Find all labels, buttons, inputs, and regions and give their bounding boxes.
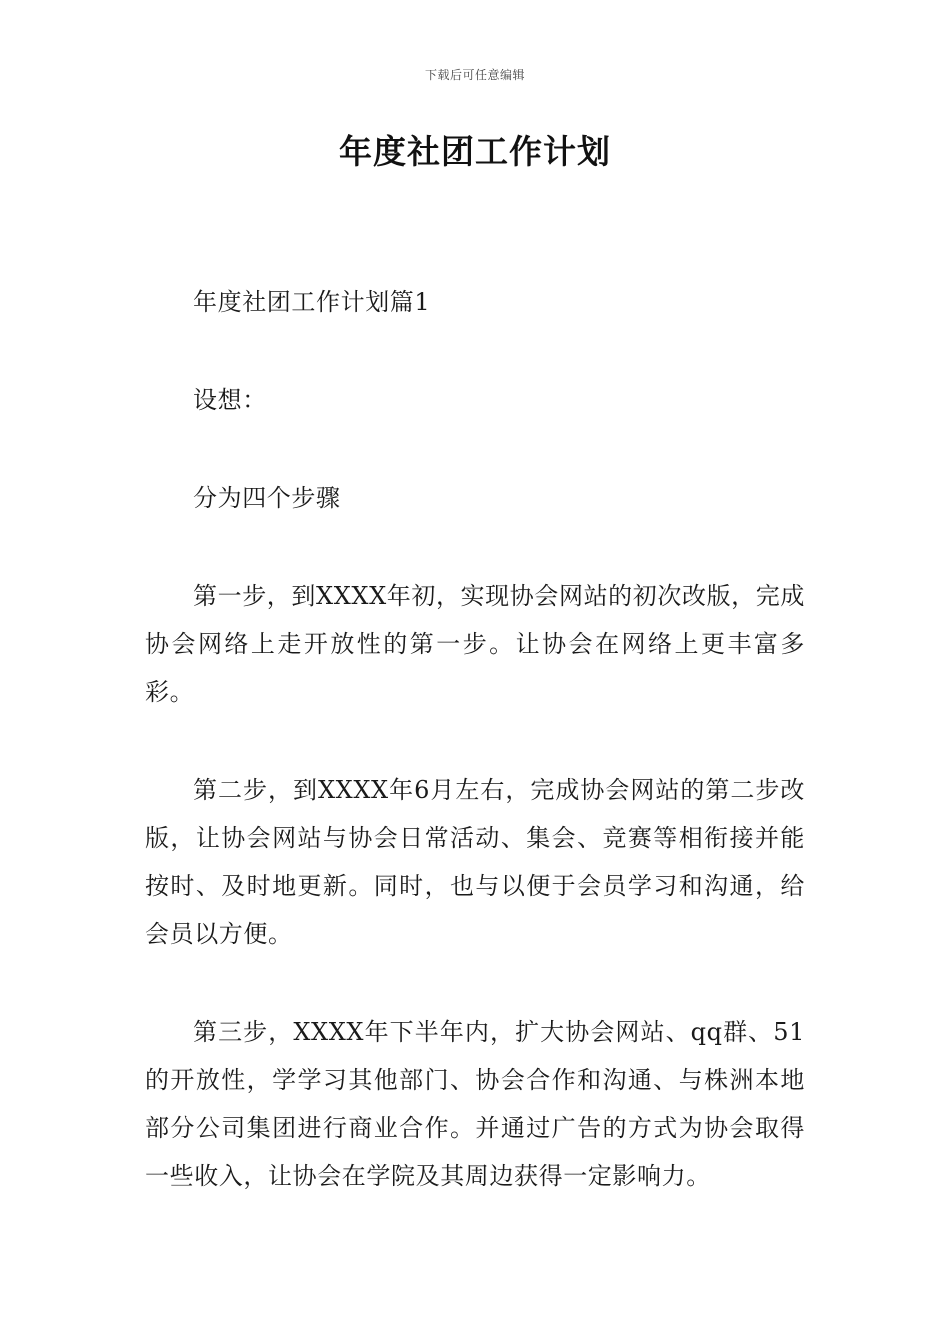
page-title: 年度社团工作计划 [339,132,611,171]
paragraph-steps-intro: 分为四个步骤 [193,484,341,512]
paragraph-step-3: 第三步，XXXX年下半年内，扩大协会网站、qq群、51的开放性，学学习其他部门、协会合作和沟通、与株洲本地部分公司集团进行商业合作。并通过广告的方式为协会取得一些收入，让协会在学院及其周边获得一定影响力。 [145,1018,805,1190]
header-note: 下载后可任意编辑 [424,68,525,82]
document-body [145,278,805,1250]
section-heading: 年度社团工作计划篇1 [193,288,431,316]
paragraph-step-1: 第一步，到XXXX年初，实现协会网站的初次改版，完成协会网络上走开放性的第一步。让协会在网络上更丰富多彩。 [145,582,805,706]
paragraph-step-2: 第二步，到XXXX年6月左右，完成协会网站的第二步改版，让协会网站与协会日常活动、集会、竞赛等相衔接并能按时、及时地更新。同时，也与以便于会员学习和沟通，给会员以方便。 [145,776,805,948]
paragraph-idea-label: 设想： [193,386,267,414]
